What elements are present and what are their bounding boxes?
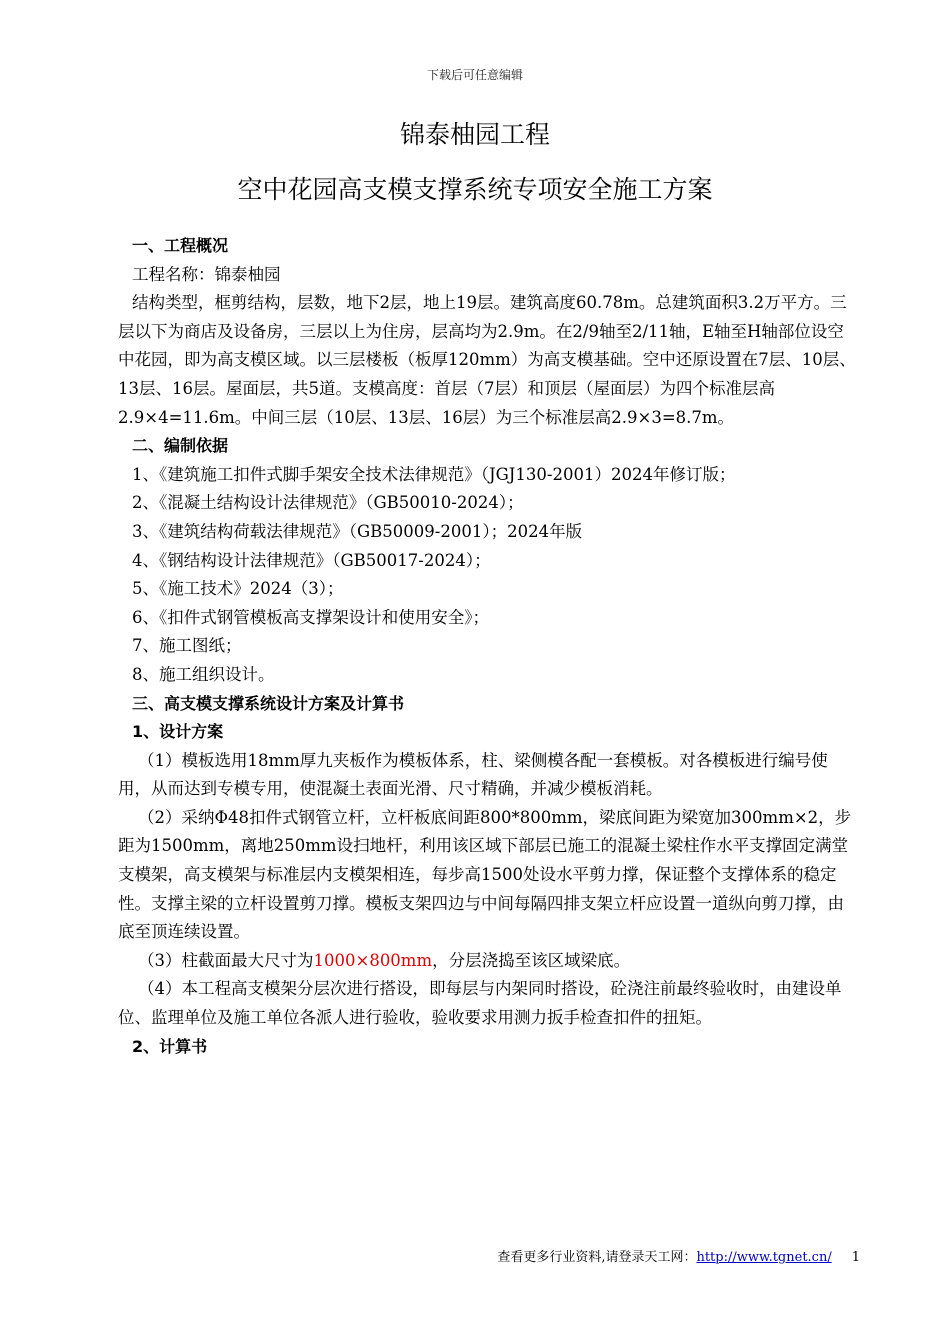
page-number: 1 bbox=[851, 1250, 860, 1265]
footer-text: 查看更多行业资料,请登录天工网： bbox=[497, 1250, 697, 1265]
subsection-heading-design-plan: 1、设计方案 bbox=[132, 722, 224, 742]
document-subtitle: 空中花园高支模支撑系统专项安全施工方案 bbox=[237, 175, 713, 204]
design-paragraph-1: （1）模板选用18mm厚九夹板作为模板体系，柱、梁侧模各配一套模板。对各模板进行编号使用，从而达到专模专用，使混凝土表面光滑、尺寸精确，并减少模板消耗。 bbox=[118, 750, 828, 799]
paragraph-3-suffix: ，分层浇捣至该区域梁底。 bbox=[432, 950, 631, 970]
basis-item: 6、《扣件式钢管模板高支撑架设计和使用安全》； bbox=[132, 607, 489, 627]
design-paragraph-2: （2）采纳Φ48扣件式钢管立杆，立杆板底间距800*800mm，梁底间距为梁宽加300mm×2，步距为1500mm，离地250mm设扫地杆，利用该区域下部层已施工的混凝土梁柱作水平支撑固定满堂支模架，高支模架与标准层内支模架相连，每步高1500处设水平剪力撑，保证整个支撑体系的稳定性。支撑主梁的立杆设置剪刀撑。模板支架四边与中间每隔四排支架立杆应设置一道纵向剪刀撑，由底至顶连续设置。 bbox=[118, 807, 852, 942]
section-heading-basis: 二、编制依据 bbox=[132, 436, 229, 456]
header-note: 下载后可任意编辑 bbox=[426, 68, 523, 82]
page-footer bbox=[497, 1246, 860, 1265]
basis-item: 2、《混凝土结构设计法律规范》（GB50010-2024）； bbox=[132, 493, 524, 513]
paragraph-3-prefix: （3）柱截面最大尺寸为 bbox=[138, 950, 314, 970]
project-name-line: 工程名称：锦泰柚园 bbox=[132, 264, 281, 284]
section-heading-design: 三、高支模支撑系统设计方案及计算书 bbox=[132, 693, 405, 713]
footer-link[interactable]: http://www.tgnet.cn/ bbox=[696, 1250, 832, 1265]
basis-item: 8、施工组织设计。 bbox=[132, 664, 275, 684]
design-paragraph-3 bbox=[118, 947, 856, 976]
basis-item: 5、《施工技术》2024（3）； bbox=[132, 579, 344, 599]
basis-item: 3、《建筑结构荷载法律规范》（GB50009-2001）；2024年版 bbox=[132, 521, 583, 541]
document-body bbox=[118, 232, 856, 1061]
highlighted-dimension: 1000×800mm bbox=[313, 950, 433, 970]
basis-item: 4、《钢结构设计法律规范》（GB50017-2024）； bbox=[132, 550, 491, 570]
overview-paragraph: 结构类型，框剪结构，层数，地下2层，地上19层。建筑高度60.78m。总建筑面积3.2万平方。三层以下为商店及设备房，三层以上为住房，层高均为2.9m。在2/9轴至2/11轴，E轴至H轴部位设空中花园，即为高支模区域。以三层楼板（板厚120mm）为高支模基础。空中还原设置在7层、10层、13层、16层。屋面层，共5道。支模高度：首层（7层）和顶层（屋面层）为四个标准层高2.9×4=11.6m。中间三层（10层、13层、16层）为三个标准层高2.9×3=8.7m。 bbox=[118, 293, 856, 427]
basis-item: 7、施工图纸； bbox=[132, 636, 242, 656]
basis-item: 1、《建筑施工扣件式脚手架安全技术法律规范》（JGJ130-2001）2024年修订版； bbox=[132, 464, 736, 484]
design-paragraph-4: （4）本工程高支模架分层次进行搭设，即每层与内架同时搭设，砼浇注前最终验收时，由建设单位、监理单位及施工单位各派人进行验收，验收要求用测力扳手检查扣件的扭矩。 bbox=[118, 979, 842, 1028]
section-heading-overview: 一、工程概况 bbox=[132, 236, 229, 255]
subsection-heading-calculation: 2、计算书 bbox=[132, 1036, 208, 1056]
document-title: 锦泰柚园工程 bbox=[399, 120, 550, 149]
